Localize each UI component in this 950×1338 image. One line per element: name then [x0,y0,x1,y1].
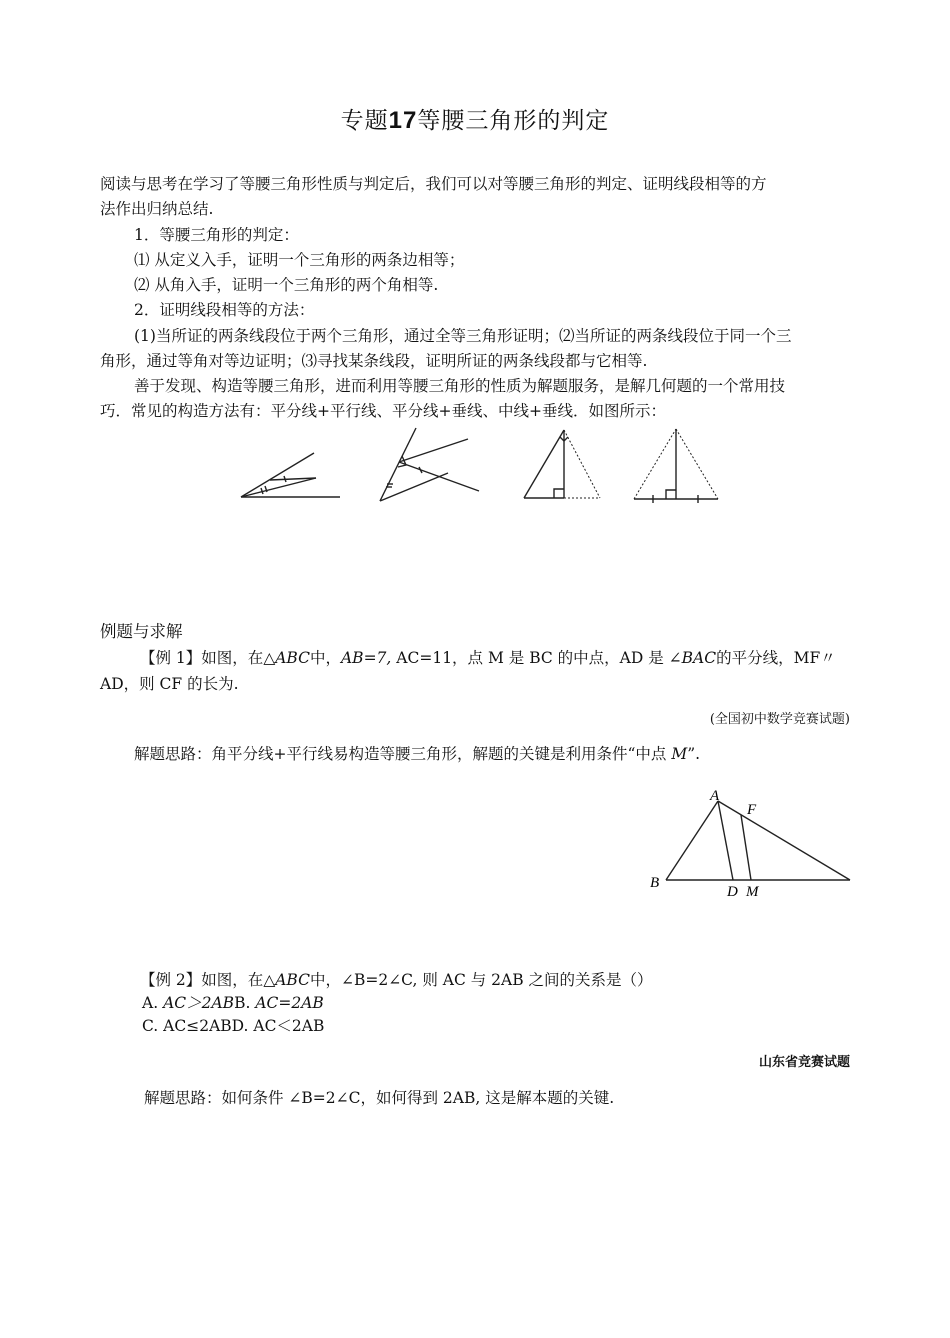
intro-line-2: 法作出归纳总结. [100,200,214,218]
label-d: D [727,884,738,900]
example-2-line-1: 【例 2】如图，在△ABC中，∠B=2∠C, 则 AC 与 2AB 之间的关系是（） [140,971,653,989]
example-2-source: 山东省竞赛试题 [758,1054,850,1069]
item1a: ⑴ 从定义入手，证明一个三角形的两条边相等； [134,251,465,269]
example-2-hint: 解题思路：如何条件 ∠B=2∠C，如何得到 2AB, 这是解本题的关键. [144,1089,615,1107]
example-2-options-cd: C. AC≤2ABD. AC＜2AB [142,1017,325,1035]
item2a-line-1: (1)当所证的两条线段位于两个三角形，通过全等三角形证明；⑵当所证的两条线段位于同一个三 [134,327,792,345]
item1b: ⑵ 从角入手，证明一个三角形的两个角相等. [134,276,439,294]
figure-bisector-perpendicular [380,428,479,501]
figure-altitude [524,430,600,498]
example-1-source: (全国初中数学竞赛试题) [709,712,850,727]
label-f: F [747,802,757,818]
label-a: A [710,788,720,804]
section-heading: 例题与求解 [100,622,183,641]
item1-heading: 1．等腰三角形的判定： [134,226,299,244]
example-1-line-1: 【例 1】如图，在△ABC中，AB=7, AC=11，点 M 是 BC 的中点，AD 是 ∠BAC的平分线，MF〃 [140,649,836,667]
figure-median-perpendicular [634,429,718,503]
example-1-hint: 解题思路：角平分线+平行线易构造等腰三角形，解题的关键是利用条件“中点 M”. [134,745,701,763]
item2a-line-2: 角形，通过等角对等边证明；⑶寻找某条线段，证明所证的两条线段都与它相等. [100,352,648,370]
intro-line-1: 阅读与思考在学习了等腰三角形性质与判定后，我们可以对等腰三角形的判定、证明线段相等的方 [100,175,767,193]
example-1-line-2: AD，则 CF 的长为. [100,675,239,693]
example-2-options-ab: A. AC＞2ABB. AC=2AB [142,994,324,1012]
construction-figures [236,425,726,510]
page-title: 专题17等腰三角形的判定 [340,107,610,134]
example-1-figure [646,784,856,902]
para-line-2: 巧．常见的构造方法有：平分线+平行线、平分线+垂线、中线+垂线．如图所示： [100,402,666,420]
para-line-1: 善于发现、构造等腰三角形，进而利用等腰三角形的性质为解题服务，是解几何题的一个常用技 [134,377,786,395]
figure-bisector-parallel [241,453,340,497]
label-m: M [746,884,759,900]
item2-heading: 2．证明线段相等的方法： [134,301,315,319]
label-b: B [650,875,660,891]
